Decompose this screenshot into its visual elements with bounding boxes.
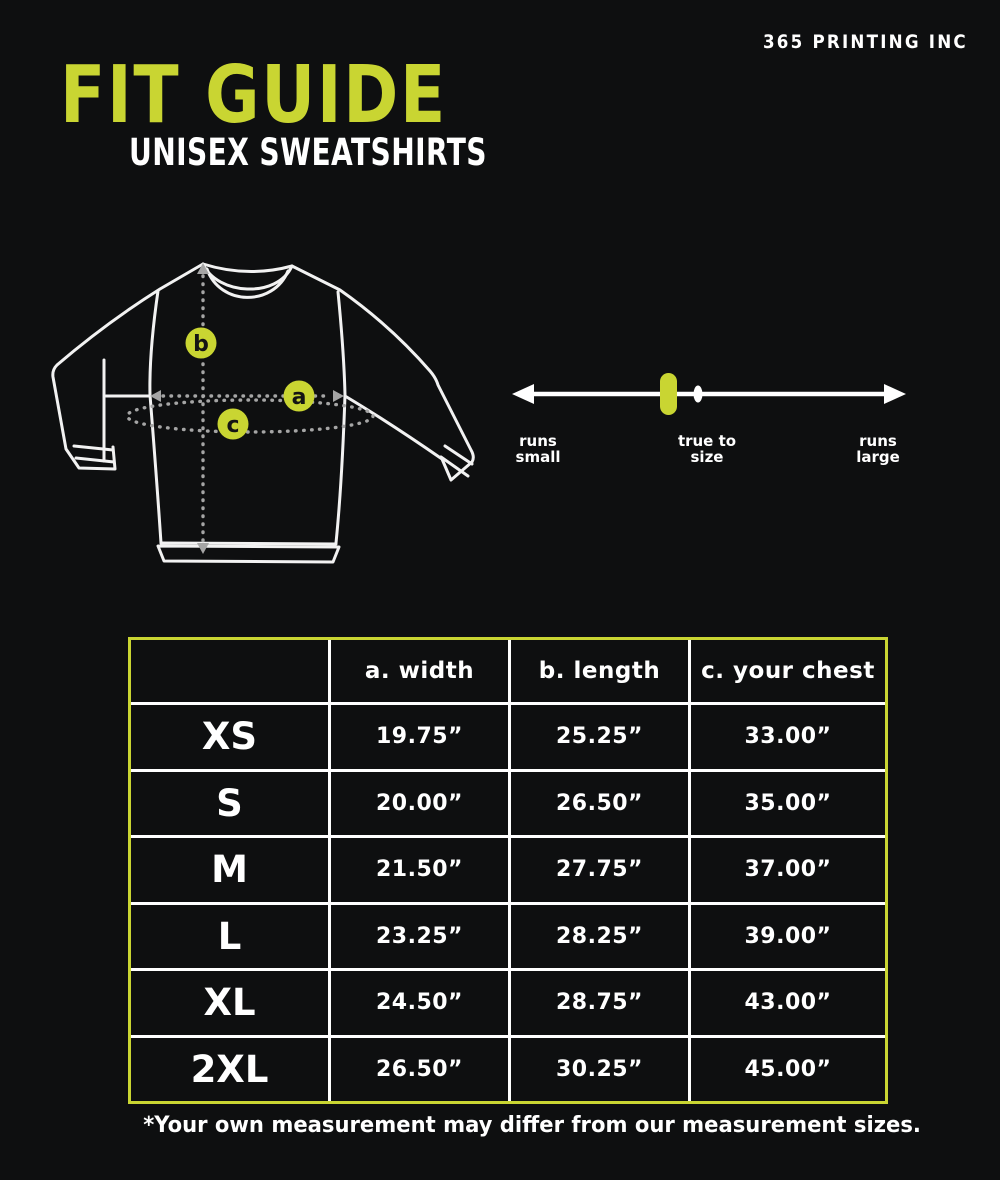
right-sleeve-outline — [292, 266, 473, 480]
brand-name: 365 PRINTING INC — [763, 31, 968, 53]
table-value-cell: 30.25” — [511, 1038, 688, 1102]
table-value-cell: 26.50” — [511, 772, 688, 836]
marker-b-label: b — [193, 332, 209, 357]
table-value-cell: 39.00” — [691, 905, 885, 969]
measure-markers — [186, 328, 315, 440]
page-subtitle: UNISEX SWEATSHIRTS — [129, 131, 487, 174]
table-value-cell: 33.00” — [691, 705, 885, 769]
scale-label-runs-large: runs large — [856, 432, 900, 467]
marker-c-label: c — [226, 413, 240, 438]
table-header-cell: a. width — [331, 640, 508, 702]
fit-scale — [500, 340, 910, 480]
fit-scale-center-dot — [694, 386, 703, 403]
table-value-cell: 27.75” — [511, 838, 688, 902]
collar-outline — [203, 264, 292, 297]
table-value-cell: 43.00” — [691, 971, 885, 1035]
table-value-cell: 24.50” — [331, 971, 508, 1035]
table-value-cell: 20.00” — [331, 772, 508, 836]
table-size-cell: L — [131, 905, 328, 969]
table-value-cell: 19.75” — [331, 705, 508, 769]
table-header-cell: c. your chest — [691, 640, 885, 702]
page-title: FIT GUIDE — [60, 49, 447, 141]
table-value-cell: 25.25” — [511, 705, 688, 769]
footnote: *Your own measurement may differ from our measurement sizes. — [143, 1113, 921, 1138]
scale-label-runs-small: runs small — [515, 432, 561, 467]
fit-scale-right-arrow-icon — [884, 384, 906, 404]
table-size-cell: 2XL — [131, 1038, 328, 1102]
table-value-cell: 28.25” — [511, 905, 688, 969]
fit-scale-left-arrow-icon — [512, 384, 534, 404]
sweatshirt-diagram — [30, 243, 490, 588]
table-value-cell: 21.50” — [331, 838, 508, 902]
scale-label-true-to-size: true to size — [677, 432, 737, 467]
table-size-cell: M — [131, 838, 328, 902]
table-value-cell: 28.75” — [511, 971, 688, 1035]
table-value-cell: 23.25” — [331, 905, 508, 969]
table-value-cell: 35.00” — [691, 772, 885, 836]
table-corner-cell — [131, 640, 328, 702]
table-value-cell: 37.00” — [691, 838, 885, 902]
marker-a-label: a — [291, 385, 307, 410]
table-value-cell: 26.50” — [331, 1038, 508, 1102]
table-value-cell: 45.00” — [691, 1038, 885, 1102]
table-size-cell: S — [131, 772, 328, 836]
left-sleeve-outline — [53, 264, 203, 469]
table-size-cell: XS — [131, 705, 328, 769]
measure-arrowheads — [150, 263, 344, 554]
table-header-cell: b. length — [511, 640, 688, 702]
table-size-cell: XL — [131, 971, 328, 1035]
size-table — [128, 637, 888, 1104]
fit-indicator — [660, 373, 677, 415]
waistband-outline — [158, 546, 339, 562]
chest-measure-ellipse — [127, 400, 373, 432]
